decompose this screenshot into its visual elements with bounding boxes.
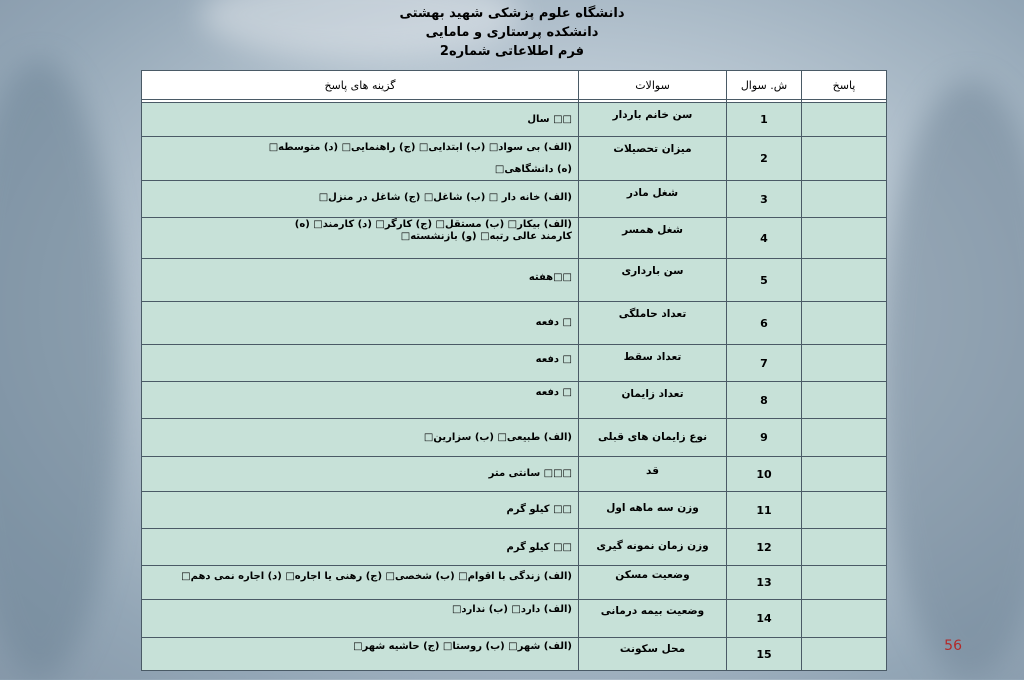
answer-cell[interactable]: [802, 600, 887, 638]
table-row: [142, 419, 887, 457]
table-row: [142, 600, 887, 638]
row-options: (الف) بی سواد□ (ب) ابتدایی□ (ج) راهنمایی□ (د) متوسطه□ (ه) دانشگاهی□: [142, 137, 579, 181]
answer-cell[interactable]: [802, 259, 887, 302]
row-number: 9: [727, 419, 802, 457]
table-row: [142, 566, 887, 600]
background-blur: [0, 60, 120, 680]
row-options: (الف) زندگی با اقوام□ (ب) شخصی□ (ج) رهنی یا اجاره□ (د) اجاره نمی دهم□: [142, 566, 579, 600]
row-options: □□ کیلو گرم: [142, 529, 579, 566]
row-number: 2: [727, 137, 802, 181]
row-number: 14: [727, 600, 802, 638]
row-number: 1: [727, 103, 802, 137]
row-number: 3: [727, 181, 802, 218]
answer-cell[interactable]: [802, 566, 887, 600]
row-number: 7: [727, 345, 802, 382]
header-number: ش. سوال: [727, 71, 802, 100]
row-options: □□ کیلو گرم: [142, 492, 579, 529]
answer-cell[interactable]: [802, 302, 887, 345]
answer-cell[interactable]: [802, 103, 887, 137]
answer-cell[interactable]: [802, 218, 887, 259]
row-options: □□هفته: [142, 259, 579, 302]
row-question: سن بارداری: [579, 259, 727, 302]
row-options: □□ سال: [142, 103, 579, 137]
background-blur: [880, 80, 1024, 680]
row-options: (الف) شهر□ (ب) روستا□ (ج) حاشیه شهر□: [142, 638, 579, 671]
answer-cell[interactable]: [802, 181, 887, 218]
row-question: وزن سه ماهه اول: [579, 492, 727, 529]
row-options: □ دفعه: [142, 302, 579, 345]
answer-cell[interactable]: [802, 457, 887, 492]
table-row: [142, 492, 887, 529]
table-row: [142, 302, 887, 345]
table-row: [142, 259, 887, 302]
answer-cell[interactable]: [802, 529, 887, 566]
table-row: [142, 638, 887, 671]
row-question: وزن زمان نمونه گیری: [579, 529, 727, 566]
table-row: [142, 137, 887, 181]
row-question: شغل همسر: [579, 218, 727, 259]
row-options: (الف) بیکار□ (ب) مستقل□ (ج) کارگر□ (د) کارمند□ (ه) کارمند عالی رتبه□ (و) بازنشسته□: [142, 218, 579, 259]
row-options: (الف) طبیعی□ (ب) سزارین□: [142, 419, 579, 457]
row-number: 6: [727, 302, 802, 345]
row-question: وضعیت بیمه درمانی: [579, 600, 727, 638]
row-number: 10: [727, 457, 802, 492]
header-answer: پاسخ: [802, 71, 887, 100]
row-number: 11: [727, 492, 802, 529]
row-options: □ دفعه: [142, 345, 579, 382]
row-number: 5: [727, 259, 802, 302]
row-options: (الف) خانه دار □ (ب) شاغل□ (ج) شاغل در منزل□: [142, 181, 579, 218]
row-question: نوع زایمان های قبلی: [579, 419, 727, 457]
header-questions: سوالات: [579, 71, 727, 100]
header-options: گزینه های پاسخ: [142, 71, 579, 100]
answer-cell[interactable]: [802, 137, 887, 181]
page-number: 56: [944, 638, 962, 654]
row-number: 15: [727, 638, 802, 671]
table-row: [142, 382, 887, 419]
row-options: (الف) دارد□ (ب) ندارد□: [142, 600, 579, 638]
table-row: [142, 218, 887, 259]
table-header-row: [142, 71, 887, 100]
row-number: 8: [727, 382, 802, 419]
table-row: [142, 181, 887, 218]
university-title: دانشگاه علوم پزشکی شهید بهشتی: [399, 6, 625, 21]
row-options: □□□ سانتی متر: [142, 457, 579, 492]
form-header: [0, 4, 1024, 61]
answer-cell[interactable]: [802, 419, 887, 457]
row-question: تعداد سقط: [579, 345, 727, 382]
table-row: [142, 529, 887, 566]
row-question: قد: [579, 457, 727, 492]
row-options: □ دفعه: [142, 382, 579, 419]
table-row: [142, 103, 887, 137]
row-number: 12: [727, 529, 802, 566]
faculty-title: دانشکده پرستاری و مامایی: [425, 25, 599, 40]
row-question: محل سکونت: [579, 638, 727, 671]
table-row: [142, 457, 887, 492]
table-row: [142, 345, 887, 382]
answer-cell[interactable]: [802, 492, 887, 529]
form-title: فرم اطلاعاتی شماره2: [439, 44, 585, 59]
row-question: شغل مادر: [579, 181, 727, 218]
row-number: 13: [727, 566, 802, 600]
answer-cell[interactable]: [802, 345, 887, 382]
answer-cell[interactable]: [802, 638, 887, 671]
row-question: وضعیت مسکن: [579, 566, 727, 600]
row-question: تعداد حاملگی: [579, 302, 727, 345]
row-number: 4: [727, 218, 802, 259]
row-question: میزان تحصیلات: [579, 137, 727, 181]
row-question: تعداد زایمان: [579, 382, 727, 419]
answer-cell[interactable]: [802, 382, 887, 419]
row-question: سن خانم باردار: [579, 103, 727, 137]
questionnaire-table: [141, 70, 887, 671]
